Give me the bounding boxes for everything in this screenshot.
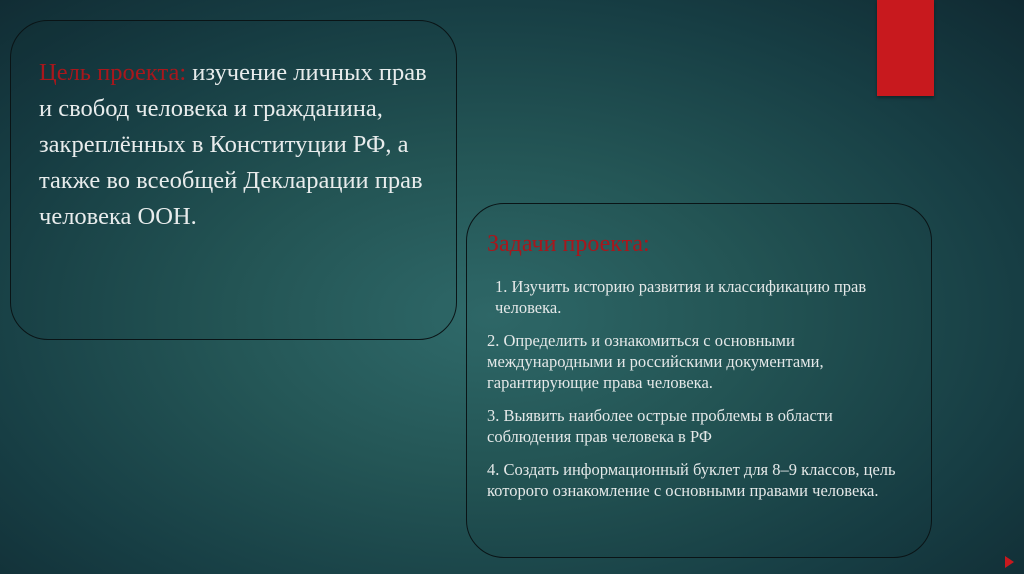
- task-item-4: 4. Создать информационный буклет для 8–9 классов, цель которого ознакомление с основными правами человека.: [487, 460, 896, 500]
- task-item-3: 3. Выявить наиболее острые проблемы в области соблюдения прав человека в РФ: [487, 406, 833, 446]
- accent-bar: [877, 0, 934, 96]
- task-item-2: 2. Определить и ознакомиться с основными международными и российскими документами, гарантирующие права человека.: [487, 331, 824, 392]
- next-arrow-icon: [1005, 556, 1014, 568]
- goal-paragraph: [39, 55, 430, 235]
- tasks-title: Задачи проекта:: [487, 231, 650, 257]
- goal-text: изучение личных прав и свобод человека и гражданина, закреплённых в Конституции РФ, а также во всеобщей Декларации прав человека ООН.: [39, 59, 427, 230]
- tasks-box: [466, 203, 932, 558]
- task-item-1: 1. Изучить историю развития и классификацию прав человека.: [495, 277, 867, 317]
- goal-box: [10, 20, 457, 340]
- goal-label: Цель проекта:: [39, 59, 187, 86]
